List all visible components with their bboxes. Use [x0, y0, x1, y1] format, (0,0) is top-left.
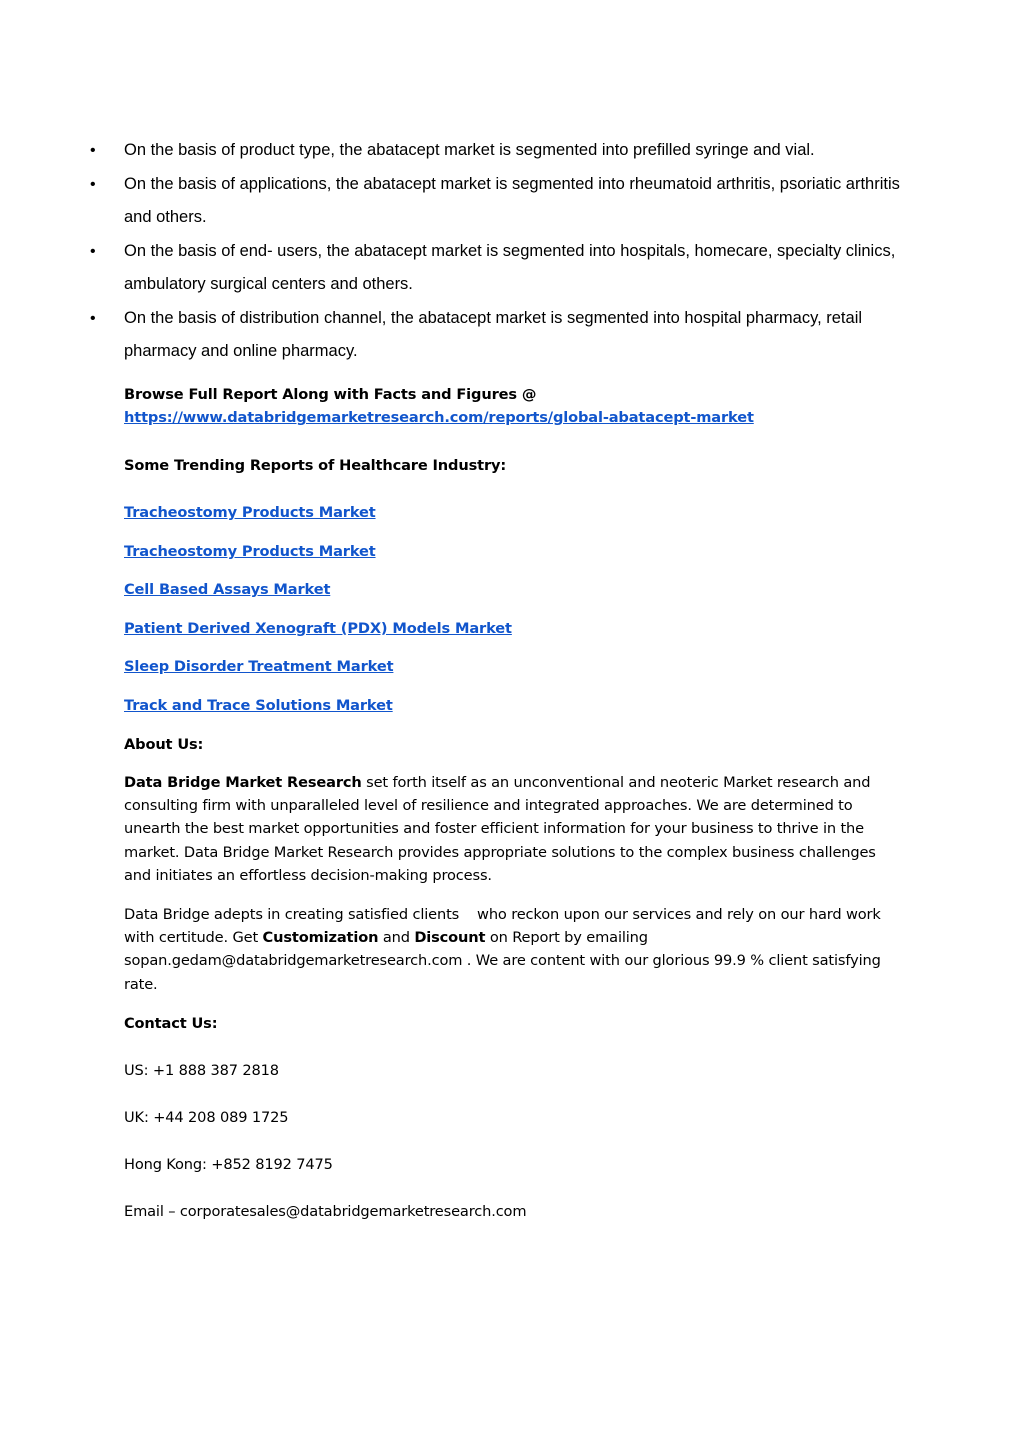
browse-section [124, 383, 904, 429]
bullet-icon: • [90, 142, 96, 159]
contact-heading: Contact Us: [124, 1015, 218, 1032]
bullet-icon: • [90, 309, 96, 327]
segmentation-list [90, 134, 910, 369]
customization-label: Customization [262, 929, 379, 947]
contact-uk-phone: UK: +44 208 089 1725 [124, 1109, 289, 1126]
clients-paragraph-text: Data Bridge adepts in creating satisfied clients who reckon upon our services and rely on our hard work with certitude. Get [124, 906, 886, 947]
list-item-text: On the basis of distribution channel, the abatacept market is segmented into hospital pharmacy, retail pharmacy and online pharmacy. [124, 308, 863, 360]
contact-us-phone: US: +1 888 387 2818 [124, 1062, 279, 1079]
trending-link-item [124, 655, 904, 678]
list-item [90, 302, 910, 369]
trending-report-link[interactable]: Patient Derived Xenograft (PDX) Models Market [124, 620, 512, 637]
contact-email: Email – corporatesales@databridgemarketresearch.com [124, 1203, 527, 1220]
clients-paragraph-text-end: on Report by emailing sopan.gedam@databridgemarketresearch.com . We are content with our glorious 99.9 % client satisfying rate. [124, 929, 886, 993]
bullet-icon: • [90, 242, 96, 260]
trending-report-link[interactable]: Sleep Disorder Treatment Market [124, 658, 394, 675]
trending-link-item [124, 617, 904, 640]
browse-heading: Browse Full Report Along with Facts and Figures @ [124, 386, 537, 403]
bullet-icon: • [90, 175, 96, 193]
trending-link-item [124, 694, 904, 717]
trending-report-link[interactable]: Track and Trace Solutions Market [124, 697, 393, 714]
trending-report-link[interactable]: Tracheostomy Products Market [124, 504, 376, 521]
list-item-text: On the basis of product type, the abatacept market is segmented into prefilled syringe and vial. [124, 141, 815, 159]
trending-link-item [124, 578, 904, 601]
trending-report-link[interactable]: Tracheostomy Products Market [124, 543, 376, 560]
and-word: and [378, 929, 415, 947]
contact-hongkong-phone: Hong Kong: +852 8192 7475 [124, 1156, 333, 1173]
about-paragraph [124, 771, 904, 887]
trending-link-item [124, 501, 904, 524]
discount-label: Discount [414, 929, 486, 947]
about-paragraph-text: set forth itself as an unconventional and neoteric Market research and consulting firm with unparalleled level of resilience and integrated approaches. We are determined to unearth the best market opportunities and foster efficient information for your business to thrive in the market. Data Bridge Market Research provides appropriate solutions to the complex business challenges and initiates an effortless decision-making process. [124, 774, 876, 884]
clients-paragraph [124, 903, 904, 996]
list-item [90, 168, 910, 235]
trending-report-link[interactable]: Cell Based Assays Market [124, 581, 331, 598]
list-item [90, 134, 910, 168]
report-url-link[interactable]: https://www.databridgemarketresearch.com/reports/global-abatacept-market [124, 409, 754, 427]
list-item-text: On the basis of applications, the abatacept market is segmented into rheumatoid arthritis, psoriatic arthritis and others. [124, 174, 900, 226]
about-heading: About Us: [124, 736, 204, 753]
trending-link-item [124, 540, 904, 563]
trending-heading: Some Trending Reports of Healthcare Industry: [124, 457, 507, 474]
list-item-text: On the basis of end- users, the abatacept market is segmented into hospitals, homecare, specialty clinics, ambulatory surgical centers and others. [124, 241, 896, 293]
list-item [90, 235, 910, 302]
company-name: Data Bridge Market Research [124, 774, 362, 791]
